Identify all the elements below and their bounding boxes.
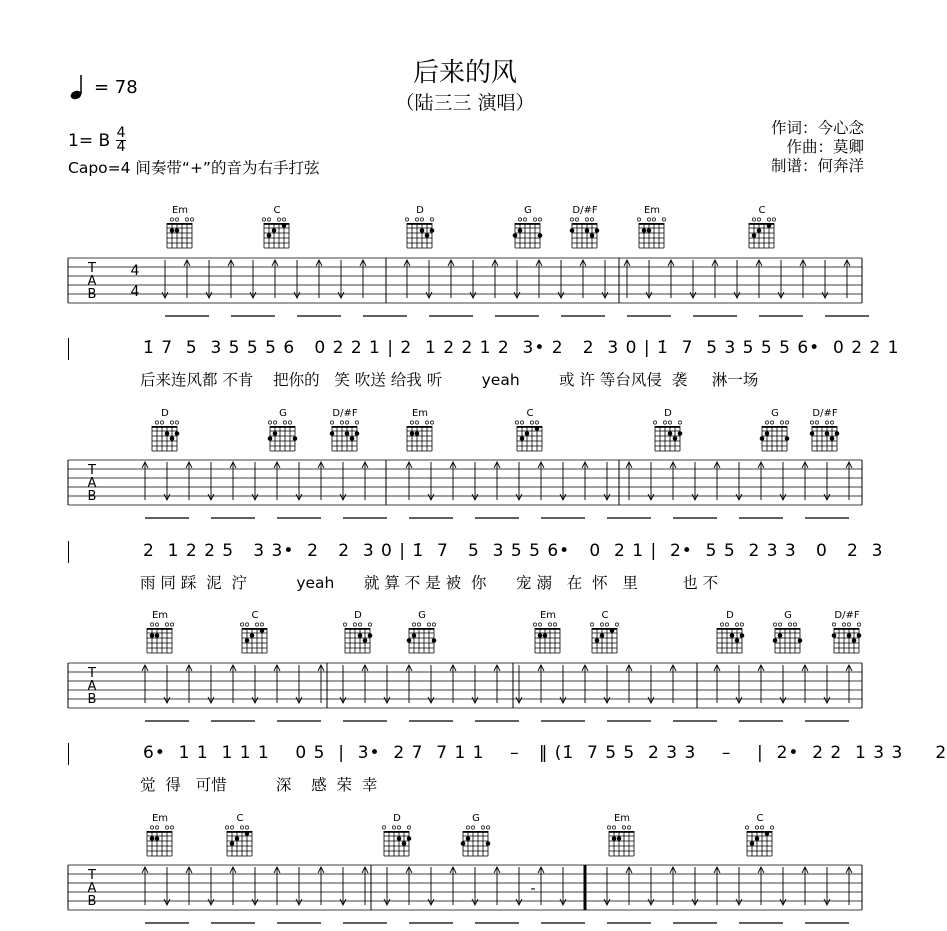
tab-letter: T [88, 666, 96, 681]
jianpu-notes: 1̇ 7 5 3 5 5 5 6 0 2 2 1 | 2 1 2 2 1 2 3• 2 2 3 0 | 1̇ 7 5 3 5 5 5 6• 0 2 2 1 [143, 338, 900, 358]
tab-letter: B [87, 692, 97, 707]
tab-time-signature: 4 [130, 284, 140, 300]
rest-mark: - [530, 881, 536, 897]
chord-diagram [634, 205, 670, 251]
tab-letter: A [87, 881, 97, 896]
time-sig-bottom: 4 [116, 139, 126, 155]
chord-name: C [236, 813, 244, 824]
chord-grid [404, 622, 440, 656]
chord-diagram [327, 408, 363, 454]
tab-letter: B [87, 287, 97, 302]
lyrics-line: 后来连风都 不肯 把你的 笑 吹送 给我 听 yeah 或 许 等台风侵 袭 淋一场 [140, 371, 759, 389]
chord-grid [712, 622, 748, 656]
chord-grid [744, 217, 780, 251]
chord-grid [327, 420, 363, 454]
chord-name: D/#F [812, 408, 838, 419]
tab-letter: T [88, 868, 96, 883]
tab-letter: A [87, 274, 97, 289]
chord-name: G [472, 813, 480, 824]
chord-grid [147, 420, 183, 454]
composer: 作曲：莫卿 [786, 138, 864, 156]
chord-diagram [142, 610, 178, 656]
tab-letter: T [88, 261, 96, 276]
chord-diagram [259, 205, 295, 251]
chord-name: D [354, 610, 362, 621]
chord-grid [402, 217, 438, 251]
chord-diagram [650, 408, 686, 454]
chord-grid [604, 825, 640, 859]
tab-staff [0, 456, 930, 526]
chord-grid [340, 622, 376, 656]
key-label: 1= B [68, 130, 111, 151]
chord-diagram [712, 610, 748, 656]
chord-diagram [379, 813, 415, 859]
chord-grid [265, 420, 301, 454]
chord-grid [587, 622, 623, 656]
chord-grid [512, 420, 548, 454]
lyrics-line: 觉 得 可惜 深 感 荣 幸 [140, 776, 378, 794]
chord-diagram [770, 610, 806, 656]
chord-grid [458, 825, 494, 859]
bar-line [68, 743, 69, 765]
chord-diagram [142, 813, 178, 859]
capo-note: Capo=4 间奏带“+”的音为右手打弦 [68, 159, 320, 177]
tab-time-signature: 4 [130, 263, 140, 279]
jianpu-notes: 6• 1 1 1 1 1 0 5 | 3• 2 7 7 1 1 – ‖ (1̇ 7 5 5 2 3 3 – | 2• 2 2 1 3 3 2 [143, 743, 947, 763]
chord-diagram [604, 813, 640, 859]
chord-name: Em [643, 205, 661, 216]
chord-name: D [416, 205, 424, 216]
chord-diagram [807, 408, 843, 454]
lyricist: 作词：今心念 [770, 119, 864, 137]
chord-grid [222, 825, 258, 859]
tab-staff [0, 254, 930, 324]
tab-letter: B [87, 894, 97, 909]
chord-diagram [147, 408, 183, 454]
credits [771, 119, 864, 176]
chord-diagram [742, 813, 778, 859]
tab-staff [0, 659, 930, 729]
chord-diagram [402, 205, 438, 251]
chord-diagram [265, 408, 301, 454]
chord-diagram [458, 813, 494, 859]
chord-diagram [237, 610, 273, 656]
chord-grid [742, 825, 778, 859]
chord-grid [530, 622, 566, 656]
chord-name: D/#F [572, 205, 598, 216]
chord-name: Em [411, 408, 429, 419]
tab-letter: A [87, 476, 97, 491]
chord-grid [142, 825, 178, 859]
chord-diagram [340, 610, 376, 656]
chord-grid [402, 420, 438, 454]
jianpu-notes: 2 1 2 2 5 3 3• 2 2 3 0 | 1̇ 7 5 3 5 5 6• 0 2 1 | 2• 5 5 2 3 3 0 2 3 [143, 541, 884, 561]
chord-name: Em [151, 610, 169, 621]
chord-name: C [251, 610, 259, 621]
chord-name: Em [151, 813, 169, 824]
song-title: 后来的风 [412, 58, 517, 88]
chord-name: Em [613, 813, 631, 824]
lyrics-line: 雨 同 踩 泥 泞 yeah 就 算 不 是 被 你 宠 溺 在 怀 里 也 不 [140, 574, 719, 592]
chord-name: Em [539, 610, 557, 621]
chord-name: D [393, 813, 401, 824]
arranger: 制谱：何奔洋 [770, 157, 864, 175]
chord-name: C [601, 610, 609, 621]
tab-letter: B [87, 489, 97, 504]
tab-staff [0, 861, 930, 931]
chord-name: Em [171, 205, 189, 216]
chord-diagram [744, 205, 780, 251]
chord-name: G [524, 205, 532, 216]
chord-grid [567, 217, 603, 251]
chord-name: D/#F [834, 610, 860, 621]
chord-diagram [567, 205, 603, 251]
bar-line [68, 541, 69, 563]
chord-grid [510, 217, 546, 251]
chord-diagram [402, 408, 438, 454]
key-signature [68, 127, 126, 154]
chord-name: G [784, 610, 792, 621]
chord-name: C [526, 408, 534, 419]
chord-name: D [726, 610, 734, 621]
bar-line [68, 338, 69, 360]
chord-name: G [279, 408, 287, 419]
chord-diagram [162, 205, 198, 251]
chord-name: C [758, 205, 766, 216]
chord-grid [259, 217, 295, 251]
time-signature [116, 127, 126, 154]
chord-diagram [510, 205, 546, 251]
time-sig-top: 4 [116, 125, 126, 141]
chord-name: G [771, 408, 779, 419]
tempo-marking [70, 74, 138, 100]
chord-name: D [161, 408, 169, 419]
chord-name: C [273, 205, 281, 216]
chord-diagram [512, 408, 548, 454]
song-subtitle: （陆三三 演唱） [395, 92, 535, 114]
chord-name: G [418, 610, 426, 621]
quarter-note-icon [70, 74, 84, 100]
chord-diagram [404, 610, 440, 656]
chord-grid [807, 420, 843, 454]
chord-grid [237, 622, 273, 656]
chord-grid [650, 420, 686, 454]
chord-grid [829, 622, 865, 656]
chord-name: D [664, 408, 672, 419]
chord-name: C [756, 813, 764, 824]
chord-grid [634, 217, 670, 251]
tempo-value: = 78 [94, 76, 138, 98]
chord-diagram [829, 610, 865, 656]
chord-diagram [757, 408, 793, 454]
chord-diagram [222, 813, 258, 859]
chord-diagram [587, 610, 623, 656]
tab-letter: T [88, 463, 96, 478]
chord-grid [757, 420, 793, 454]
chord-grid [770, 622, 806, 656]
chord-name: D/#F [332, 408, 358, 419]
chord-grid [162, 217, 198, 251]
chord-grid [142, 622, 178, 656]
chord-diagram [530, 610, 566, 656]
chord-grid [379, 825, 415, 859]
tab-letter: A [87, 679, 97, 694]
